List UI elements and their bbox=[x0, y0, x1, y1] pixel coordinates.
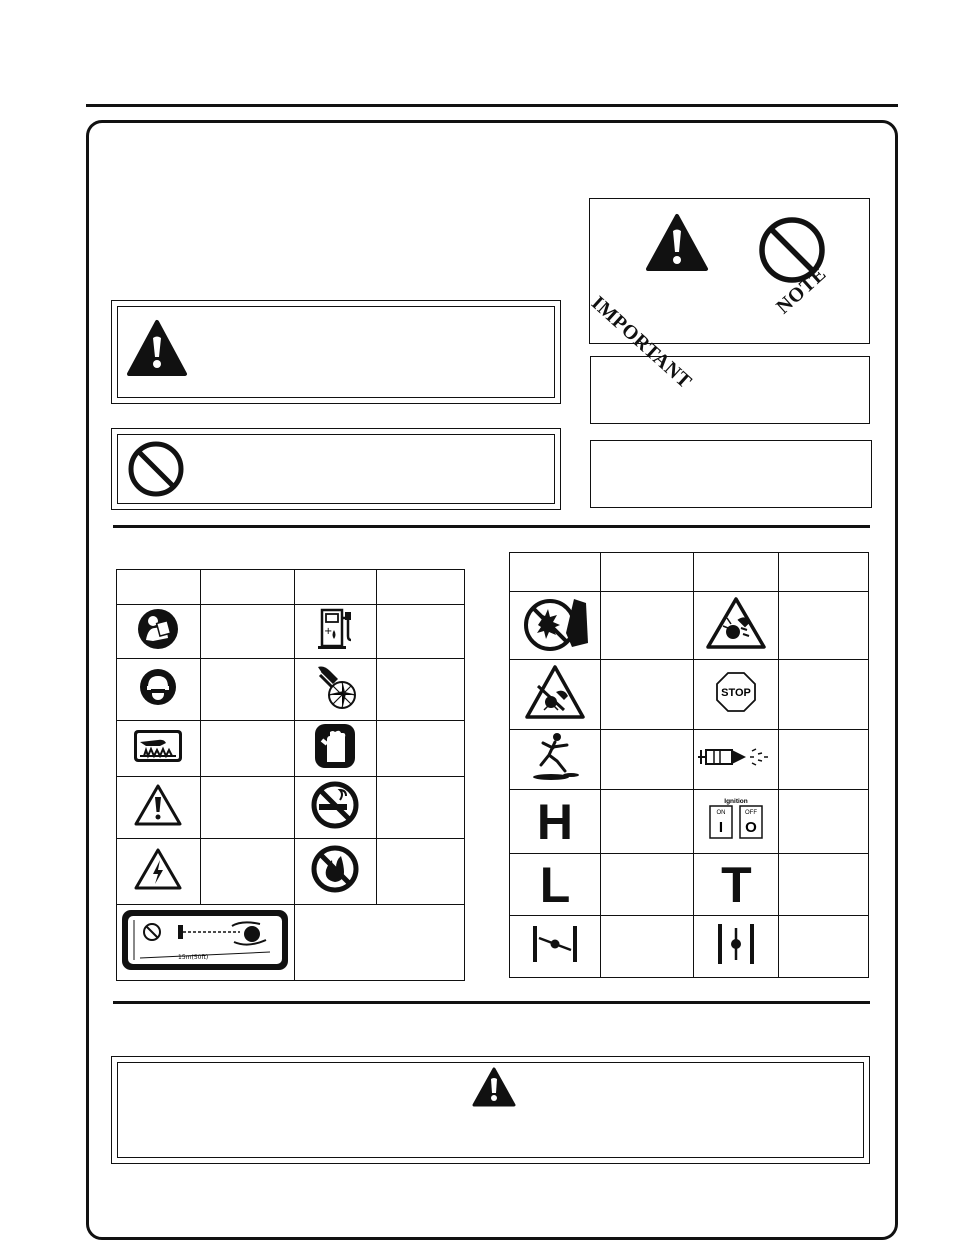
important-triangle-icon bbox=[644, 213, 710, 273]
off-label: OFF bbox=[745, 810, 758, 816]
symbol-table-left bbox=[116, 569, 465, 981]
helmet-protection-icon bbox=[138, 667, 178, 707]
thrown-objects-icon bbox=[705, 596, 767, 650]
section-rule-1 bbox=[113, 525, 870, 528]
on-label: ON bbox=[716, 810, 726, 816]
idle-adjust-letter: T bbox=[721, 856, 752, 913]
on-mark: I bbox=[719, 819, 724, 836]
choke-open-icon bbox=[527, 922, 583, 966]
section-rule-2 bbox=[113, 1001, 870, 1004]
caution-triangle-icon bbox=[134, 783, 182, 827]
warning-box bbox=[111, 300, 561, 404]
read-manual-icon bbox=[136, 607, 180, 651]
top-rule bbox=[86, 104, 898, 107]
prohibition-box bbox=[111, 428, 561, 510]
bottom-warning-box bbox=[111, 1056, 870, 1164]
note-label: NOTE bbox=[772, 262, 831, 319]
electric-shock-icon bbox=[134, 847, 182, 891]
gloves-icon bbox=[313, 722, 357, 770]
warning-triangle-icon bbox=[472, 1067, 516, 1107]
fuel-pump-icon bbox=[313, 606, 357, 652]
kickback-hazard-icon bbox=[524, 664, 586, 720]
note-text-box bbox=[590, 440, 872, 508]
stop-label: STOP bbox=[721, 687, 752, 699]
ignition-label: Ignition bbox=[724, 798, 749, 805]
hot-surface-icon bbox=[132, 728, 184, 764]
no-metal-blade-icon bbox=[516, 593, 594, 653]
no-open-flame-icon bbox=[310, 844, 360, 894]
keep-distance-icon bbox=[120, 908, 290, 972]
distance-label: 15m(50ft) bbox=[178, 954, 209, 961]
svg-text:+: + bbox=[324, 626, 333, 637]
symbol-legend-box bbox=[586, 198, 870, 394]
symbol-table-right bbox=[509, 552, 869, 978]
hand-blade-hazard-icon bbox=[312, 661, 358, 713]
choke-closed-icon bbox=[708, 920, 764, 968]
ignition-switch-icon bbox=[704, 796, 768, 842]
syringe-spray-icon bbox=[696, 742, 776, 772]
high-speed-letter: H bbox=[536, 793, 574, 850]
no-smoking-icon bbox=[310, 780, 360, 830]
important-text-box bbox=[590, 356, 870, 424]
prohibition-circle-icon bbox=[126, 439, 186, 499]
slip-hazard-icon bbox=[527, 731, 583, 783]
stop-sign-icon bbox=[714, 670, 758, 714]
warning-triangle-icon bbox=[126, 319, 188, 377]
low-speed-letter: L bbox=[539, 856, 571, 913]
important-label: IMPORTANT bbox=[586, 291, 696, 394]
off-mark: O bbox=[745, 819, 758, 836]
